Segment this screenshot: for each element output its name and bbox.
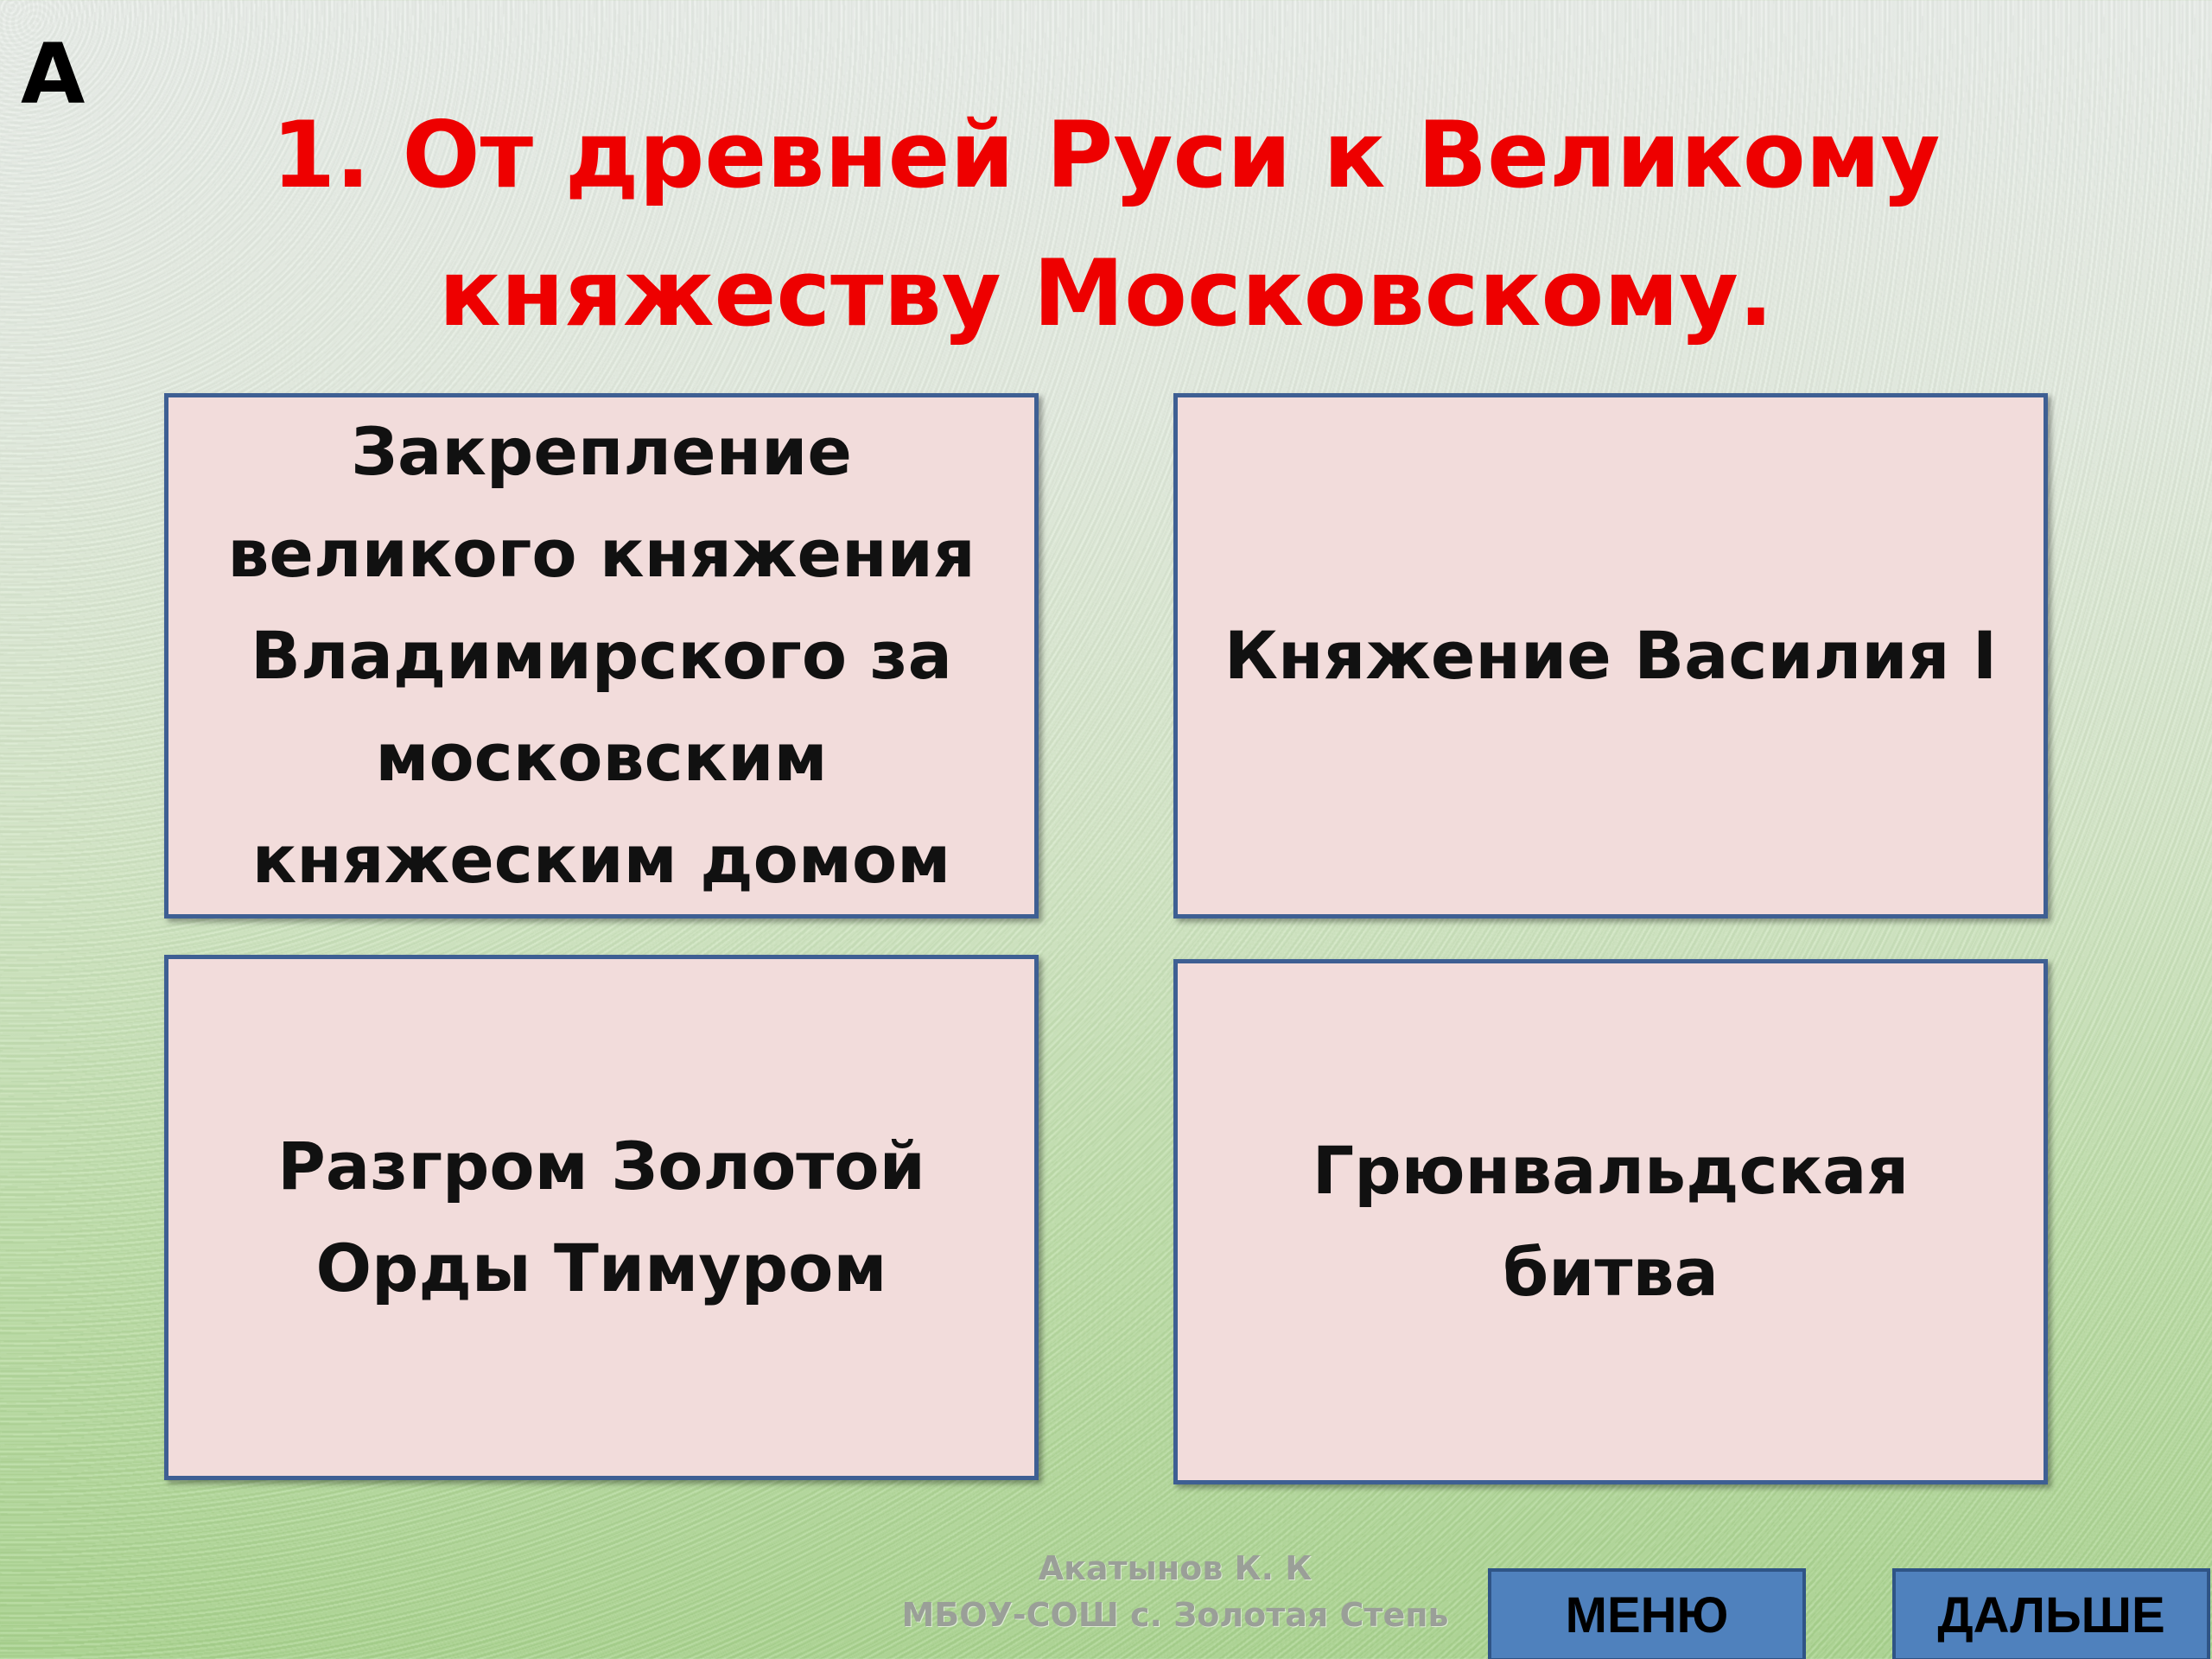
title-line-1: 1. От древней Руси к Великому xyxy=(271,102,1941,208)
answer-card-1-text: Закрепление великого княжения Владимирского за московским княжеским домом xyxy=(227,413,976,898)
answer-card-3-text: Разгром Золотой Орды Тимуром xyxy=(277,1128,925,1306)
answer-card-1[interactable] xyxy=(164,393,1039,918)
answer-card-2[interactable] xyxy=(1173,393,2048,918)
author-name: Акатынов К. К xyxy=(1038,1549,1313,1587)
title-line-2: княжеству Московскому. xyxy=(438,240,1774,346)
answer-card-3[interactable] xyxy=(164,955,1039,1480)
next-button[interactable]: ДАЛЬШЕ xyxy=(1892,1568,2210,1659)
answer-card-2-text: Княжение Василия I xyxy=(1224,617,1998,694)
menu-button[interactable]: МЕНЮ xyxy=(1488,1568,1806,1659)
answer-card-4[interactable] xyxy=(1173,959,2048,1484)
slide-title xyxy=(173,86,2039,363)
author-credit xyxy=(864,1545,1486,1638)
corner-letter: А xyxy=(21,26,86,123)
author-school: МБОУ-СОШ с. Золотая Степь xyxy=(901,1596,1449,1634)
answer-card-4-text: Грюнвальдская битва xyxy=(1312,1132,1910,1311)
